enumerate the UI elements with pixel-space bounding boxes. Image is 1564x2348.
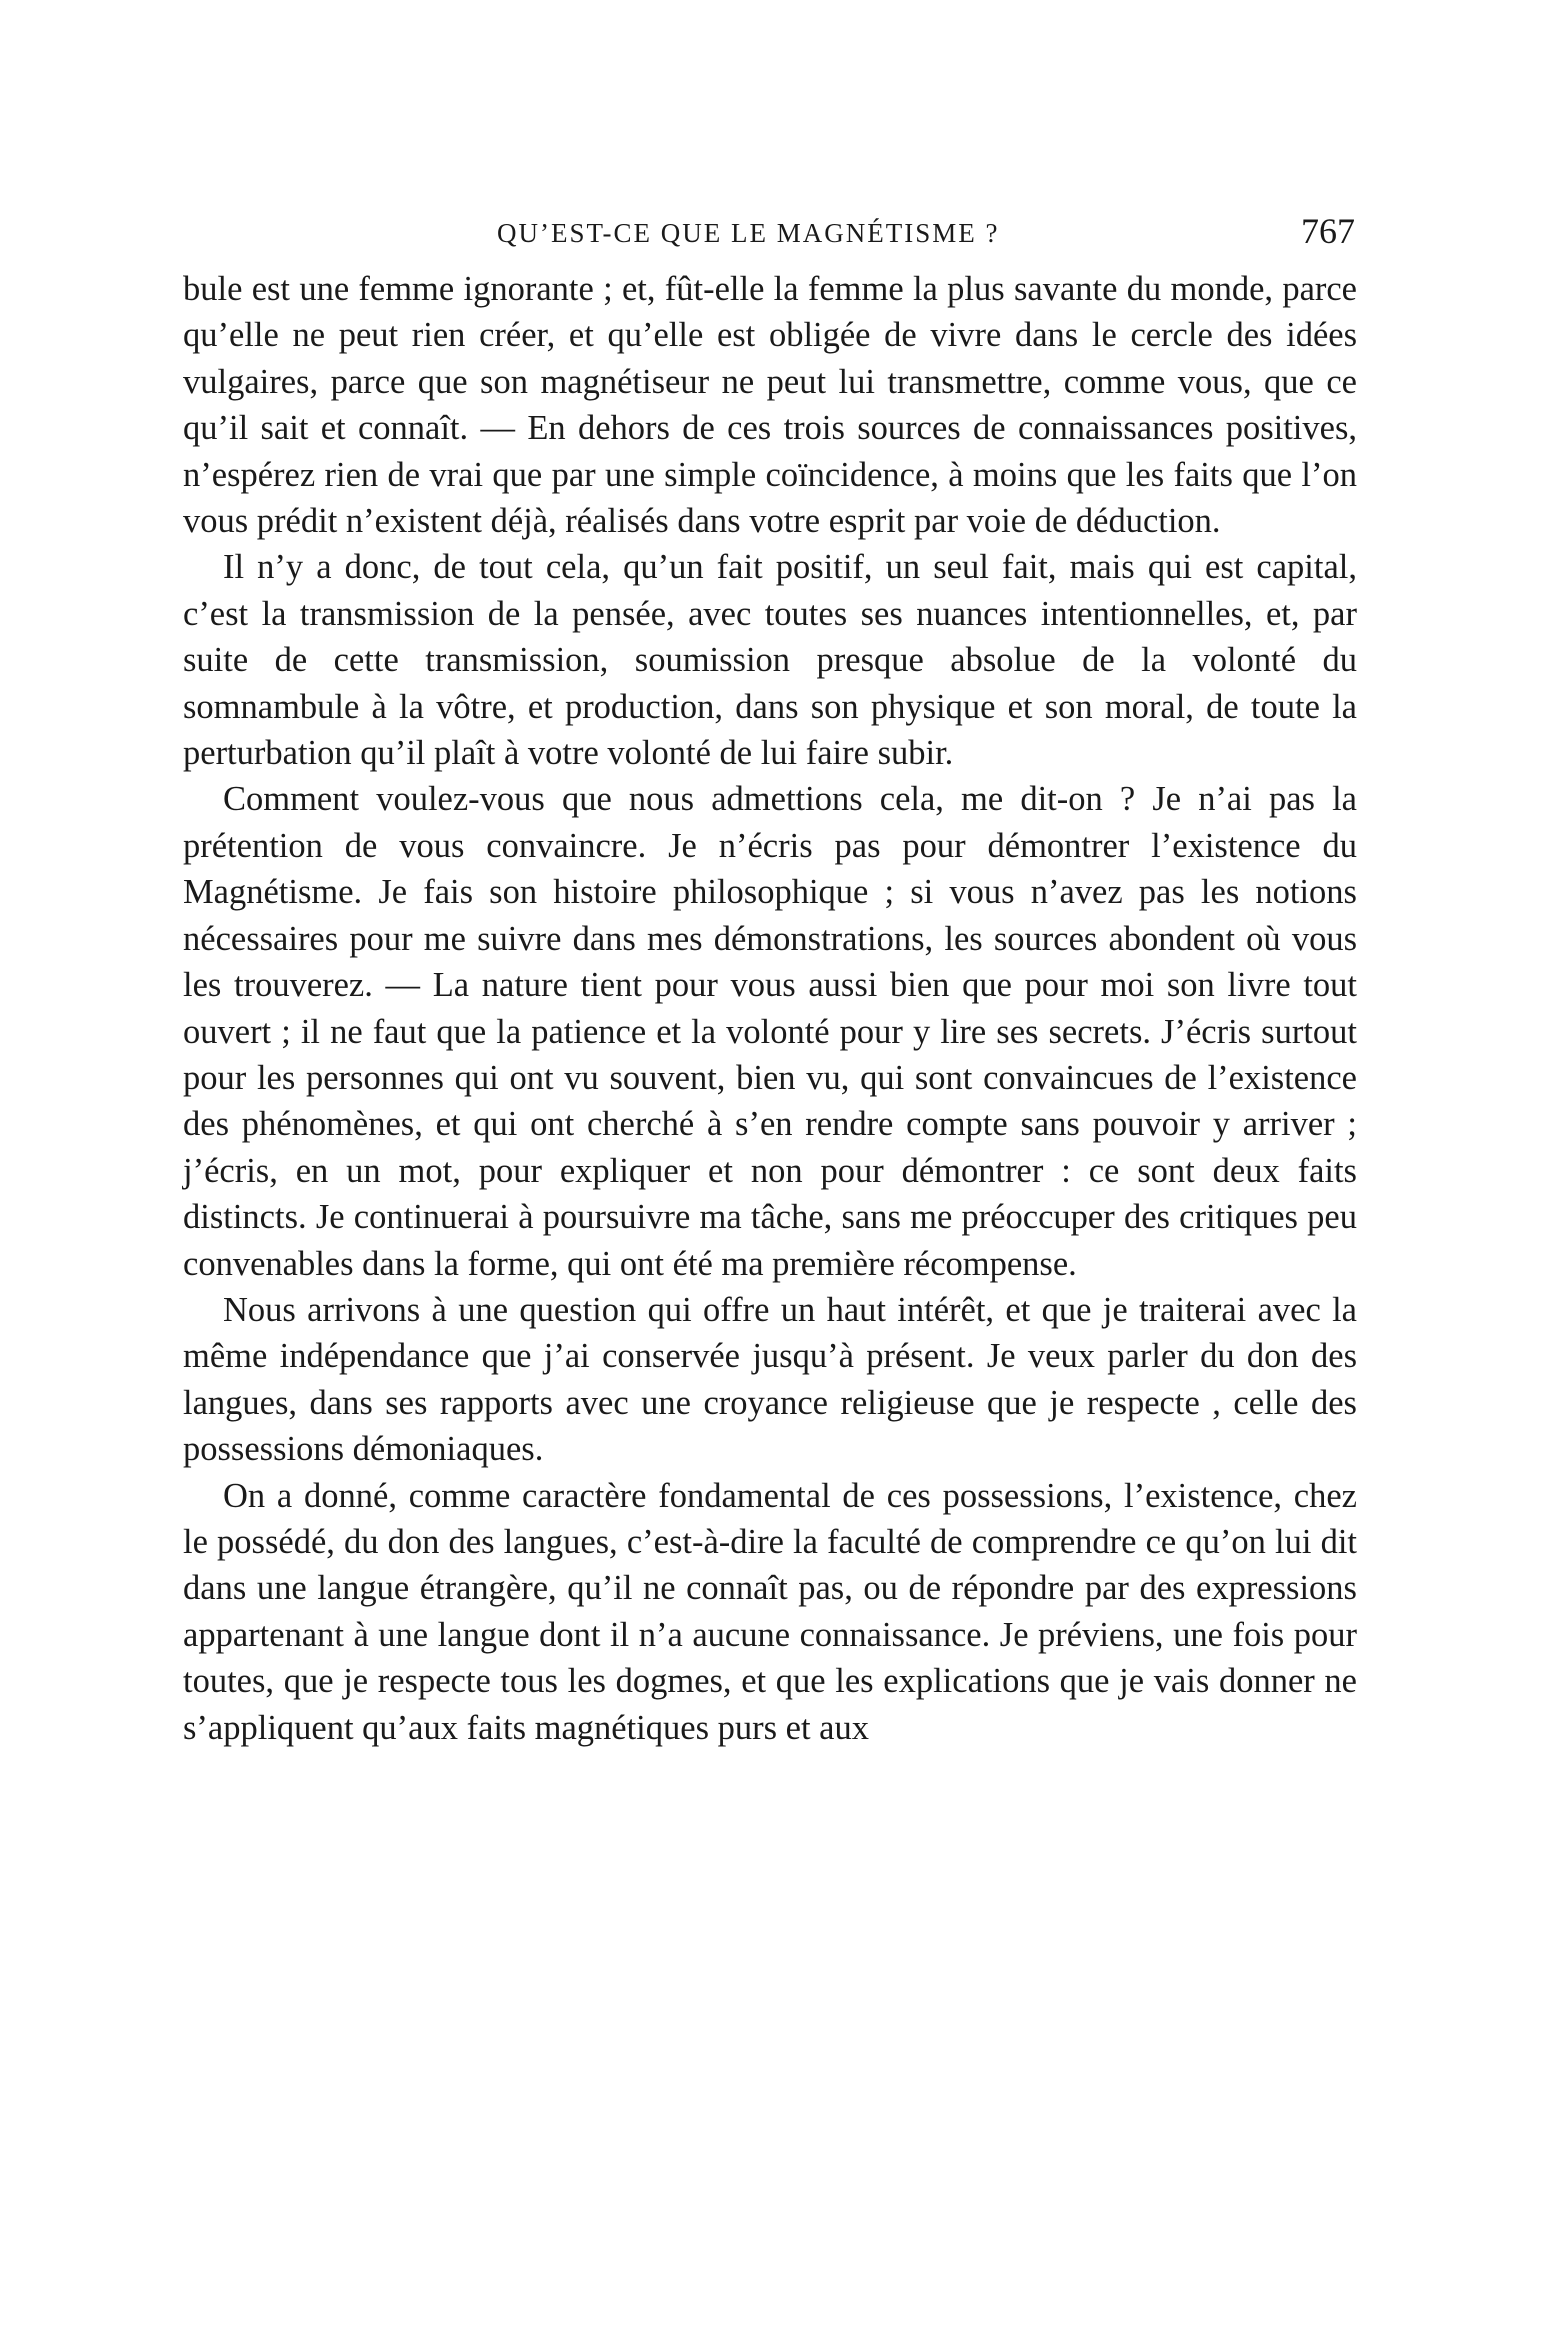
running-header — [183, 210, 1357, 266]
paragraph-continuation: bule est une femme ignorante ; et, fût-elle la femme la plus savante du monde, parce qu’elle ne peut rien créer, et qu’elle est obligée de vivre dans le cercle des idées vulgaires, parce que son magnétiseur ne peut lui transmettre, comme vous, que ce qu’il sait et connaît. — En dehors de ces trois sources de connaissances positives, n’espérez rien de vrai que par une simple coïncidence, à moins que les faits que l’on vous prédit n’existent déjà, réalisés dans votre esprit par voie de déduction. — [183, 270, 1357, 541]
book-page — [183, 210, 1357, 1751]
paragraph: Il n’y a donc, de tout cela, qu’un fait positif, un seul fait, mais qui est capital, c’est la transmission de la pensée, avec toutes ses nuances intentionnelles, et, par suite de cette transmission, soumission presque absolue de la volonté du somnambule à la vôtre, et production, dans son physique et son moral, de toute la perturbation qu’il plaît à votre volonté de lui faire subir. — [183, 548, 1357, 773]
paragraph: Comment voulez-vous que nous admettions cela, me dit-on ? Je n’ai pas la prétention de vous convaincre. Je n’écris pas pour démontrer l’existence du Magnétisme. Je fais son histoire philosophique ; si vous n’avez pas les notions nécessaires pour me suivre dans mes démonstrations, les sources abondent où vous les trouverez. — La nature tient pour vous aussi bien que pour moi son livre tout ouvert ; il ne faut que la patience et la volonté pour y lire ses secrets. J’écris surtout pour les personnes qui ont vu souvent, bien vu, qui sont convaincues de l’existence des phénomènes, et qui ont cherché à s’en rendre compte sans pouvoir y arriver ; j’écris, en un mot, pour expliquer et non pour démontrer : ce sont deux faits distincts. Je continuerai à poursuivre ma tâche, sans me préoccuper des critiques peu convenables dans la forme, qui ont été ma première récompense. — [183, 780, 1357, 1283]
paragraph: Nous arrivons à une question qui offre un haut intérêt, et que je traiterai avec la même indépendance que j’ai conservée jusqu’à présent. Je veux parler du don des langues, dans ses rapports avec une croyance religieuse que je respecte , celle des possessions démoniaques. — [183, 1290, 1357, 1469]
body-text — [183, 266, 1357, 1751]
running-title: QU’EST-CE QUE LE MAGNÉTISME ? — [497, 218, 1000, 248]
page-number: 767 — [1301, 211, 1355, 251]
paragraph: On a donné, comme caractère fondamental de ces possessions, l’existence, chez le possédé, du don des langues, c’est-à-dire la faculté de comprendre ce qu’on lui dit dans une langue étrangère, qu’il ne connaît pas, ou de répondre par des expressions appartenant à une langue dont il n’a aucune connaissance. Je préviens, une fois pour toutes, que je respecte tous les dogmes, et que les explications que je vais donner ne s’appliquent qu’aux faits magnétiques purs et aux — [183, 1476, 1357, 1747]
